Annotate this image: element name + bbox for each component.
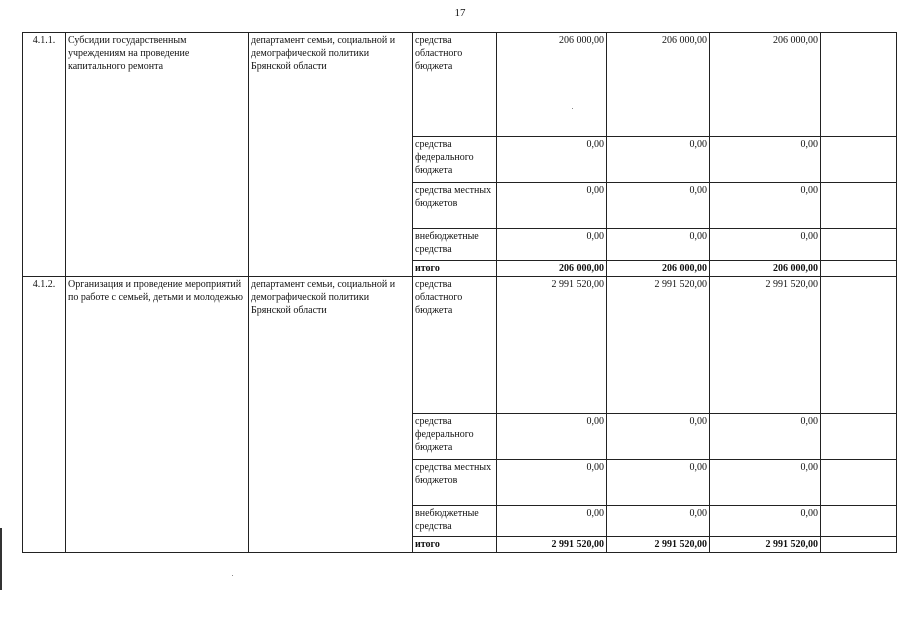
funding-source-label: внебюджетные средства: [413, 229, 497, 261]
amount-cell: 2 991 520,00: [710, 277, 821, 414]
total-amount: 2 991 520,00: [607, 537, 710, 553]
funding-source-label: средства областного бюджета: [413, 277, 497, 414]
funding-source-label: средства местных бюджетов: [413, 183, 497, 229]
total-amount: 206 000,00: [710, 261, 821, 277]
empty-cell: [821, 261, 897, 277]
amount-cell: 0,00: [710, 460, 821, 506]
budget-table: [22, 32, 897, 553]
amount-cell: 206 000,00: [710, 33, 821, 137]
amount-cell: 0,00: [497, 229, 607, 261]
total-amount: 206 000,00: [607, 261, 710, 277]
scan-edge-mark: [0, 528, 2, 590]
empty-cell: [821, 33, 897, 137]
amount-cell: 0,00: [710, 414, 821, 460]
amount-cell: 0,00: [607, 137, 710, 183]
empty-cell: [821, 137, 897, 183]
amount-cell: 0,00: [497, 506, 607, 537]
empty-cell: [821, 183, 897, 229]
amount-cell: 2 991 520,00: [607, 277, 710, 414]
measure-code: 4.1.2.: [23, 277, 66, 553]
measure-code: 4.1.1.: [23, 33, 66, 277]
total-amount: 206 000,00: [497, 261, 607, 277]
amount-cell: 0,00: [607, 414, 710, 460]
empty-cell: [821, 537, 897, 553]
total-label: итого: [413, 261, 497, 277]
funding-source-label: средства федерального бюджета: [413, 137, 497, 183]
amount-cell: 0,00: [497, 414, 607, 460]
funding-source-label: средства федерального бюджета: [413, 414, 497, 460]
empty-cell: [821, 460, 897, 506]
amount-cell: 0,00: [607, 506, 710, 537]
amount-cell: 206 000,00: [607, 33, 710, 137]
funding-source-label: внебюджетные средства: [413, 506, 497, 537]
measure-name: Субсидии государственным учреждениям на проведение капитального ремонта: [66, 33, 249, 277]
amount-cell: 0,00: [710, 229, 821, 261]
amount-cell: 0,00: [710, 137, 821, 183]
amount-cell: 0,00: [607, 183, 710, 229]
measure-name: Организация и проведение мероприятий по работе с семьей, детьми и молодежью: [66, 277, 249, 553]
total-amount: 2 991 520,00: [710, 537, 821, 553]
amount-cell: 0,00: [497, 460, 607, 506]
page-number: 17: [454, 7, 466, 19]
empty-cell: [821, 277, 897, 414]
total-label: итого: [413, 537, 497, 553]
measure-executor: департамент семьи, социальной и демографической политики Брянской области: [249, 277, 413, 553]
amount-cell: 0,00: [497, 183, 607, 229]
amount-cell: 0,00: [607, 229, 710, 261]
funding-source-label: средства местных бюджетов: [413, 460, 497, 506]
amount-cell: 206 000,00: [497, 33, 607, 137]
empty-cell: [821, 229, 897, 261]
amount-cell: 2 991 520,00: [497, 277, 607, 414]
table-row: [23, 277, 897, 414]
empty-cell: [821, 414, 897, 460]
empty-cell: [821, 506, 897, 537]
amount-cell: 0,00: [497, 137, 607, 183]
measure-executor: департамент семьи, социальной и демографической политики Брянской области: [249, 33, 413, 277]
amount-cell: 0,00: [607, 460, 710, 506]
amount-cell: 0,00: [710, 506, 821, 537]
table-row: [23, 33, 897, 137]
total-amount: 2 991 520,00: [497, 537, 607, 553]
funding-source-label: средства областного бюджета: [413, 33, 497, 137]
amount-cell: 0,00: [710, 183, 821, 229]
scan-speck: [232, 575, 233, 576]
